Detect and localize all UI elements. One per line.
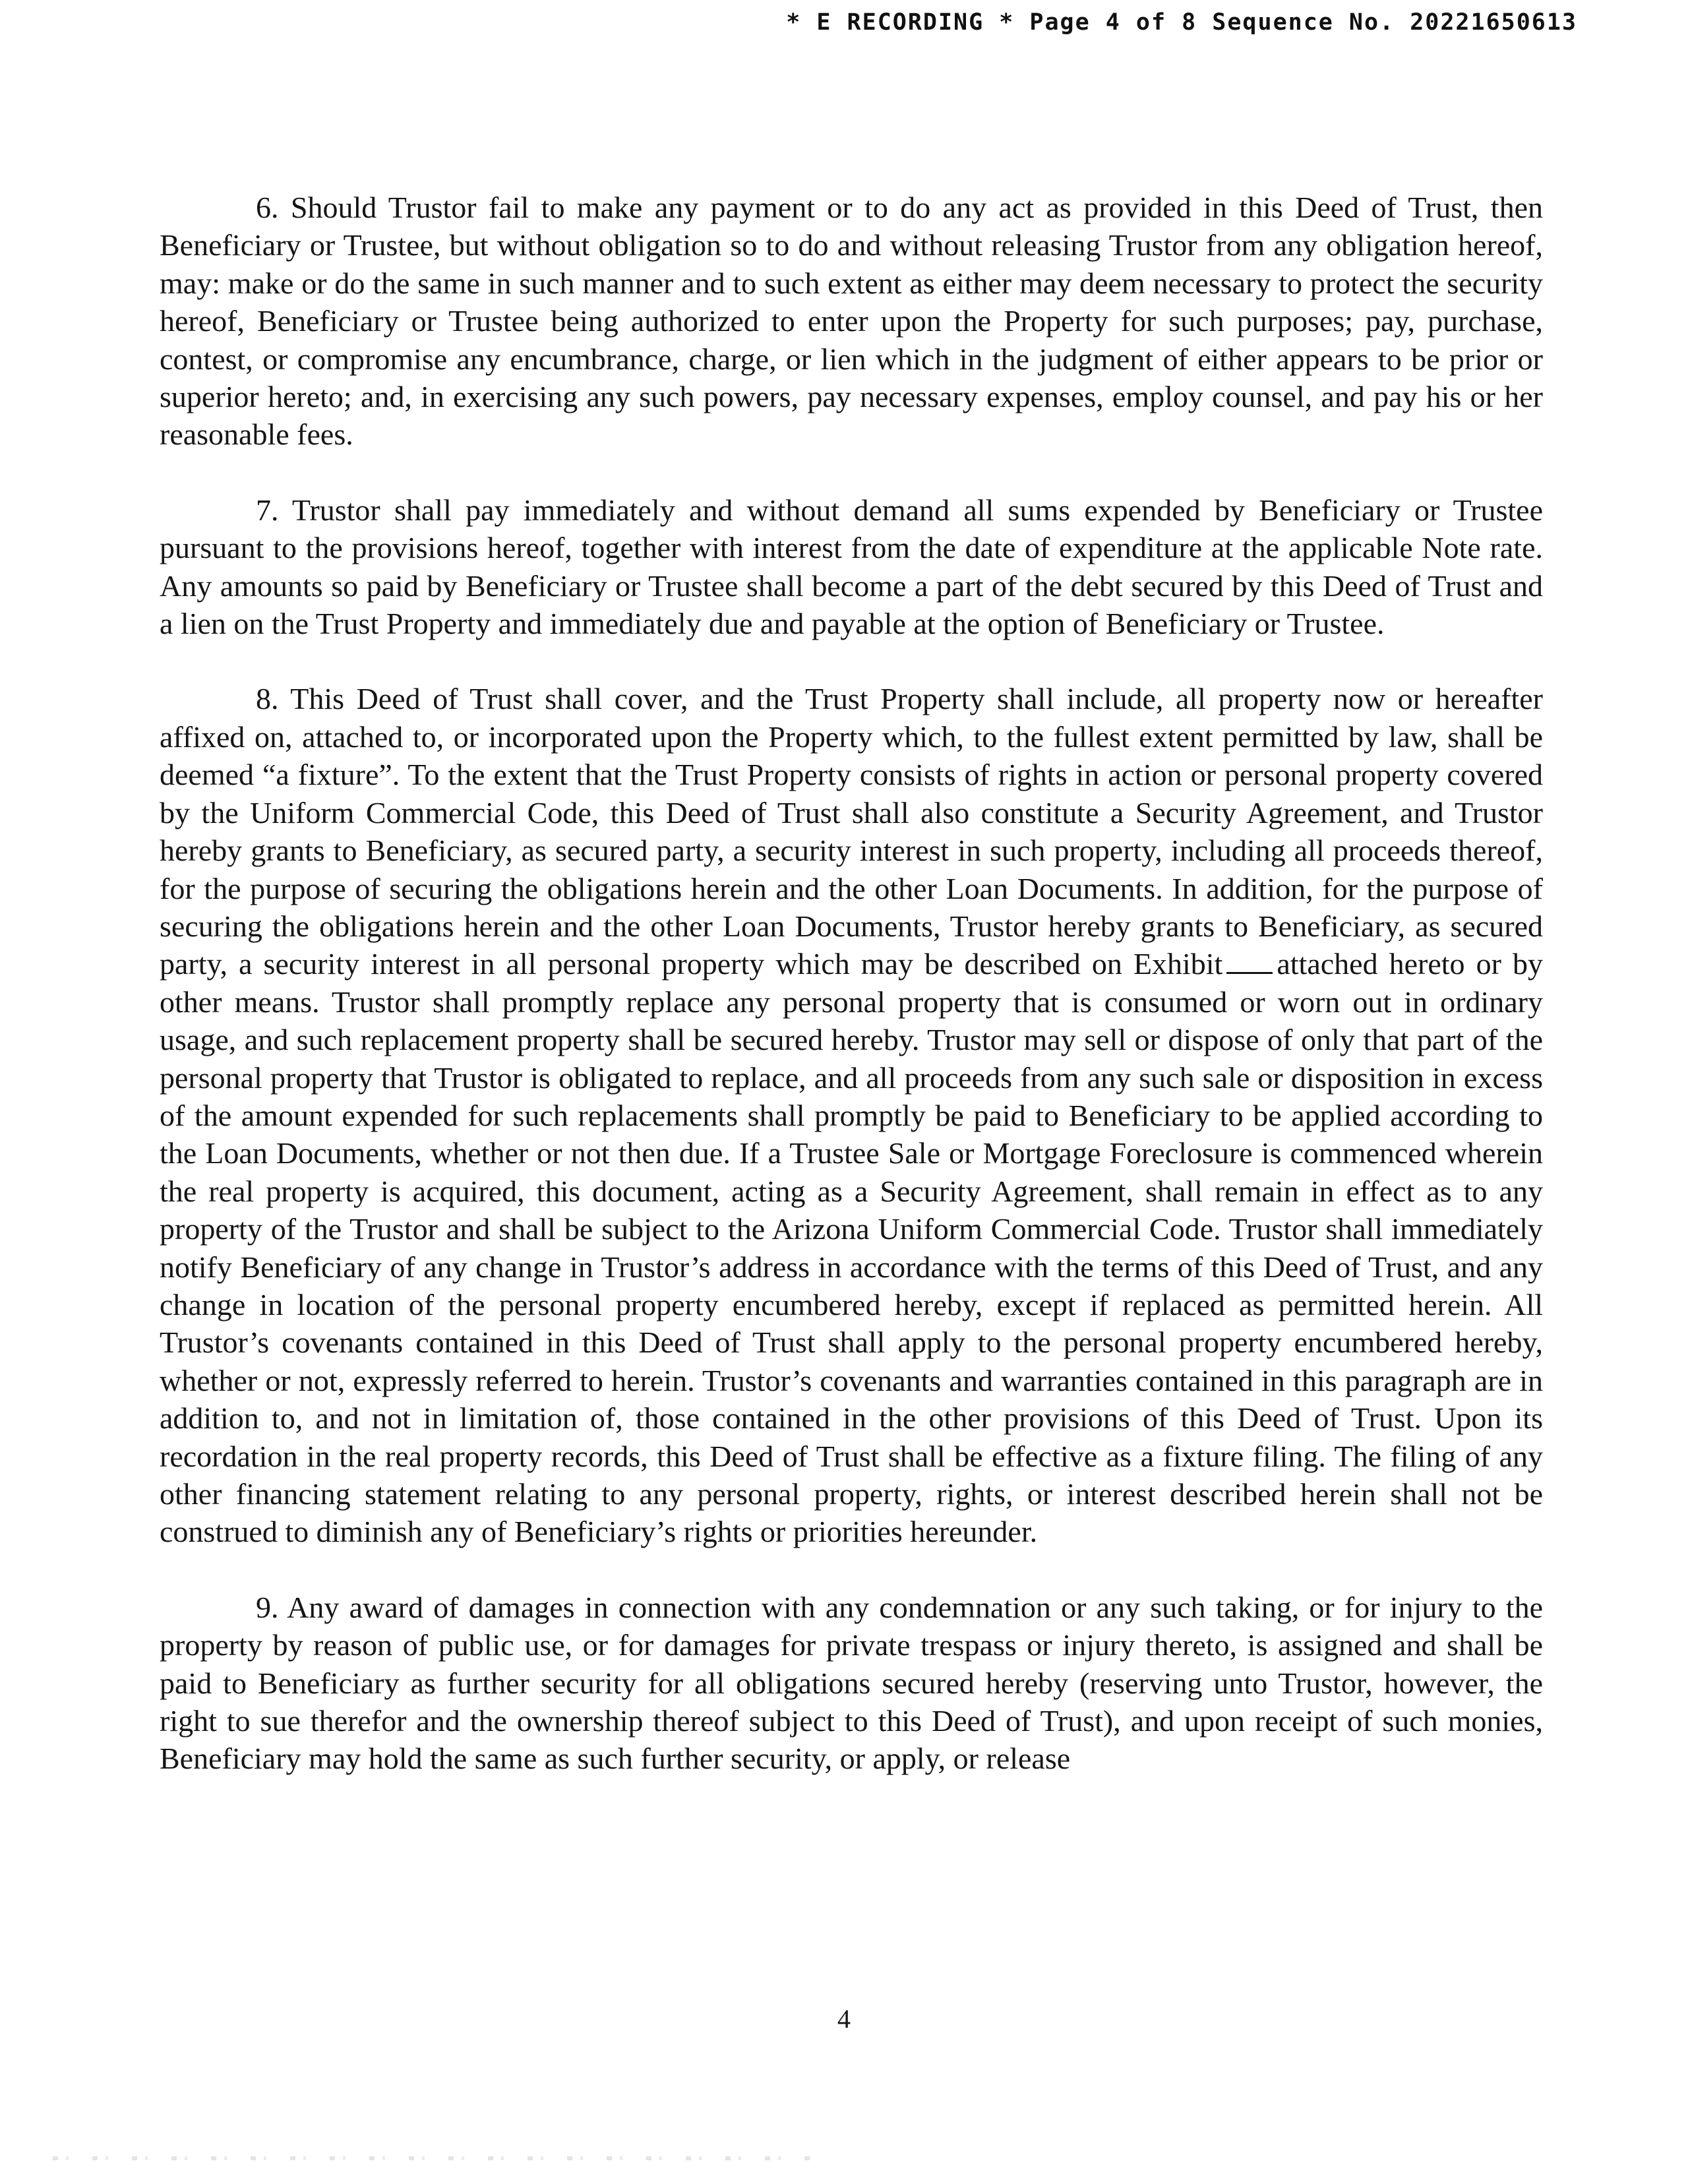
- paragraph-8-part-2: attached hereto or by other means. Trustor shall promptly replace any personal property that is consumed or worn out in ordinary usage, and such replacement property shall be secured hereby. Trustor may sell or dispose of only that part of the personal property that Trustor is obligated to replace, and all proceeds from any such sale or disposition in excess of the amount expended for such replacements shall promptly be paid to Beneficiary to be applied according to the Loan Documents, whether or not then due. If a Trustee Sale or Mortgage Foreclosure is commenced wherein the real property is acquired, this document, acting as a Security Agreement, shall remain in effect as to any property of the Trustor and shall be subject to the Arizona Uniform Commercial Code. Trustor shall immediately notify Beneficiary of any change in Trustor’s address in accordance with the terms of this Deed of Trust, and any change in location of the personal property encumbered hereby, except if replaced as permitted herein. All Trustor’s covenants contained in this Deed of Trust shall apply to the personal property encumbered hereby, whether or not, expressly referred to herein. Trustor’s covenants and warranties contained in this paragraph are in addition to, and not in limitation of, those contained in the other provisions of this Deed of Trust. Upon its recordation in the real property records, this Deed of Trust shall be effective as a fixture filing. The filing of any other financing statement relating to any personal property, rights, or interest described herein shall not be construed to diminish any of Beneficiary’s rights or priorities hereunder.: [160, 947, 1543, 1549]
- paragraph-7: 7. Trustor shall pay immediately and without demand all sums expended by Beneficiary or Trustee pursuant to the provisions hereof, together with interest from the date of expenditure at the applicable Note rate. Any amounts so paid by Beneficiary or Trustee shall become a part of the debt secured by this Deed of Trust and a lien on the Trust Property and immediately due and payable at the option of Beneficiary or Trustee.: [160, 493, 1543, 641]
- paragraph-6: 6. Should Trustor fail to make any payment or to do any act as provided in this Deed of Trust, then Beneficiary or Trustee, but without obligation so to do and without releasing Trustor from any obligation hereof, may: make or do the same in such manner and to such extent as either may deem necessary to protect the security hereof, Beneficiary or Trustee being authorized to enter upon the Property for such purposes; pay, purchase, contest, or compromise any encumbrance, charge, or lien which in the judgment of either appears to be prior or superior hereto; and, in exercising any such powers, pay necessary expenses, employ counsel, and pay his or her reasonable fees.: [160, 191, 1543, 452]
- exhibit-blank-line: [1226, 950, 1273, 974]
- page-number: 4: [837, 2004, 851, 2034]
- recording-header: * E RECORDING * Page 4 of 8 Sequence No. 20221650613: [786, 9, 1577, 36]
- paragraph-9: 9. Any award of damages in connection with any condemnation or any such taking, or for injury to the property by reason of public use, or for damages for private trespass or injury thereto, is assigned and shall be paid to Beneficiary as further security for all obligations secured hereby (reserving unto Trustor, however, the right to sue therefor and the ownership thereof subject to this Deed of Trust), and upon receipt of such monies, Beneficiary may hold the same as such further security, or apply, or release: [160, 1590, 1543, 1776]
- paragraph-8: [160, 680, 1543, 1550]
- scan-artifact: [53, 2156, 811, 2160]
- document-body: [160, 189, 1543, 1815]
- paragraph-8-part-1: 8. This Deed of Trust shall cover, and the Trust Property shall include, all property now or hereafter affixed on, attached to, or incorporated upon the Property which, to the fullest extent permitted by law, shall be deemed “a fixture”. To the extent that the Trust Property consists of rights in action or personal property covered by the Uniform Commercial Code, this Deed of Trust shall also constitute a Security Agreement, and Trustor hereby grants to Beneficiary, as secured party, a security interest in such property, including all proceeds thereof, for the purpose of securing the obligations herein and the other Loan Documents. In addition, for the purpose of securing the obligations herein and the other Loan Documents, Trustor hereby grants to Beneficiary, as secured party, a security interest in all personal property which may be described on Exhibit: [160, 682, 1543, 981]
